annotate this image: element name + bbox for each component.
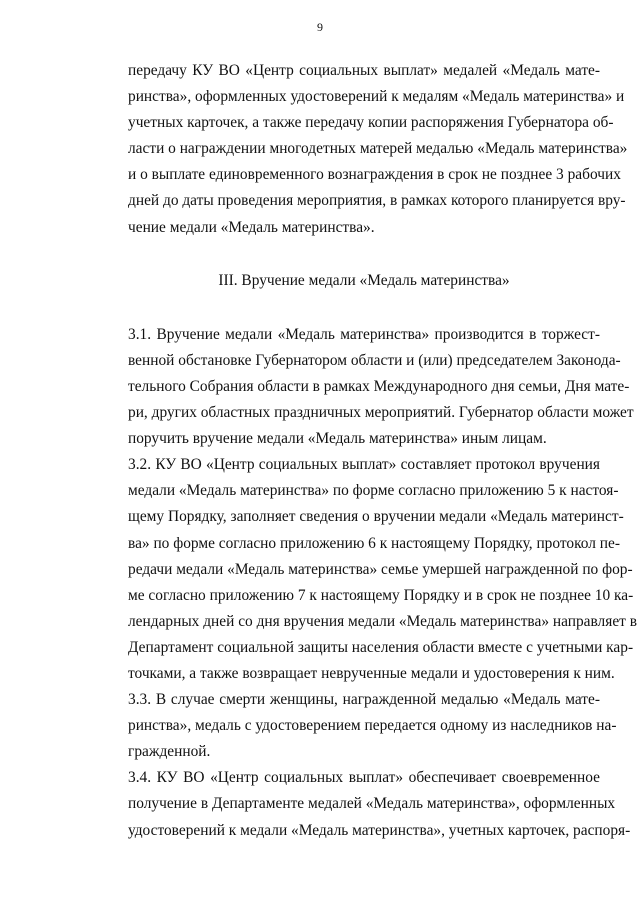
page-number: 9 [317,20,323,34]
paragraph-3-3 [128,687,617,765]
text-line: ва» по форме согласно приложению 6 к настоящему Порядку, протокол пе- [128,534,620,552]
paragraph-3-1 [128,322,634,452]
text-line: поручить вручение медали «Медаль материнства» иным лицам. [128,430,547,448]
text-line: дней до даты проведения мероприятия, в рамках которого планируется вру- [128,192,626,210]
text-line: редачи медали «Медаль материнства» семье умершей награжденной по фор- [128,560,633,578]
text-line: удостоверений к медали «Медаль материнства», учетных карточек, распоря- [128,821,631,839]
text-line: венной обстановке Губернатором области и (или) председателем Законода- [128,351,621,369]
text-line: щему Порядку, заполняет сведения о вручении медали «Медаль материнст- [128,508,624,526]
text-line: точками, а также возвращает неврученные медали и удостоверения к ним. [128,664,615,682]
text-line: тельного Собрания области в рамках Международного дня семьи, Дня мате- [128,377,630,395]
text-line: и о выплате единовременного вознаграждения в срок не позднее 3 рабочих [128,166,621,184]
text-line: получение в Департаменте медалей «Медаль материнства», оформленных [128,795,616,813]
paragraph-3-4 [128,765,631,843]
document-body [128,58,637,844]
text-line: ринства», медаль с удостоверением передается одному из наследников на- [128,717,617,735]
text-line: гражденной. [128,743,211,761]
text-line: лендарных дней со дня вручения медали «Медаль материнства» направляет в [128,612,637,630]
text-line: 3.2. КУ ВО «Центр социальных выплат» составляет протокол вручения [128,456,600,474]
text-line: медали «Медаль материнства» по форме согласно приложению 5 к настоя- [128,482,619,500]
text-line: 3.1. Вручение медали «Медаль материнства» производится в торжест- [128,325,600,343]
text-line: 3.3. В случае смерти женщины, награжденной медалью «Медаль мате- [128,691,600,709]
text-line: чение медали «Медаль материнства». [128,218,375,236]
paragraph-3-2 [128,452,637,687]
text-line: ринства», оформленных удостоверений к медалям «Медаль материнства» и [128,88,625,106]
text-line: 3.4. КУ ВО «Центр социальных выплат» обеспечивает своевременное [128,769,600,787]
text-line: ри, других областных праздничных мероприятий. Губернатор области может [128,404,634,422]
text-line: ме согласно приложению 7 к настоящему Порядку и в срок не позднее 10 ка- [128,586,634,604]
intro-paragraph [128,58,628,241]
text-line: передачу КУ ВО «Центр социальных выплат» медалей «Медаль мате- [128,62,600,79]
text-line: Департамент социальной защиты населения области вместе с учетными кар- [128,638,634,656]
section-heading: III. Вручение медали «Медаль материнства» [218,271,510,289]
text-line: ласти о награждении многодетных матерей медалью «Медаль материнства» [128,140,628,158]
text-line: учетных карточек, а также передачу копии распоряжения Губернатора об- [128,114,614,132]
